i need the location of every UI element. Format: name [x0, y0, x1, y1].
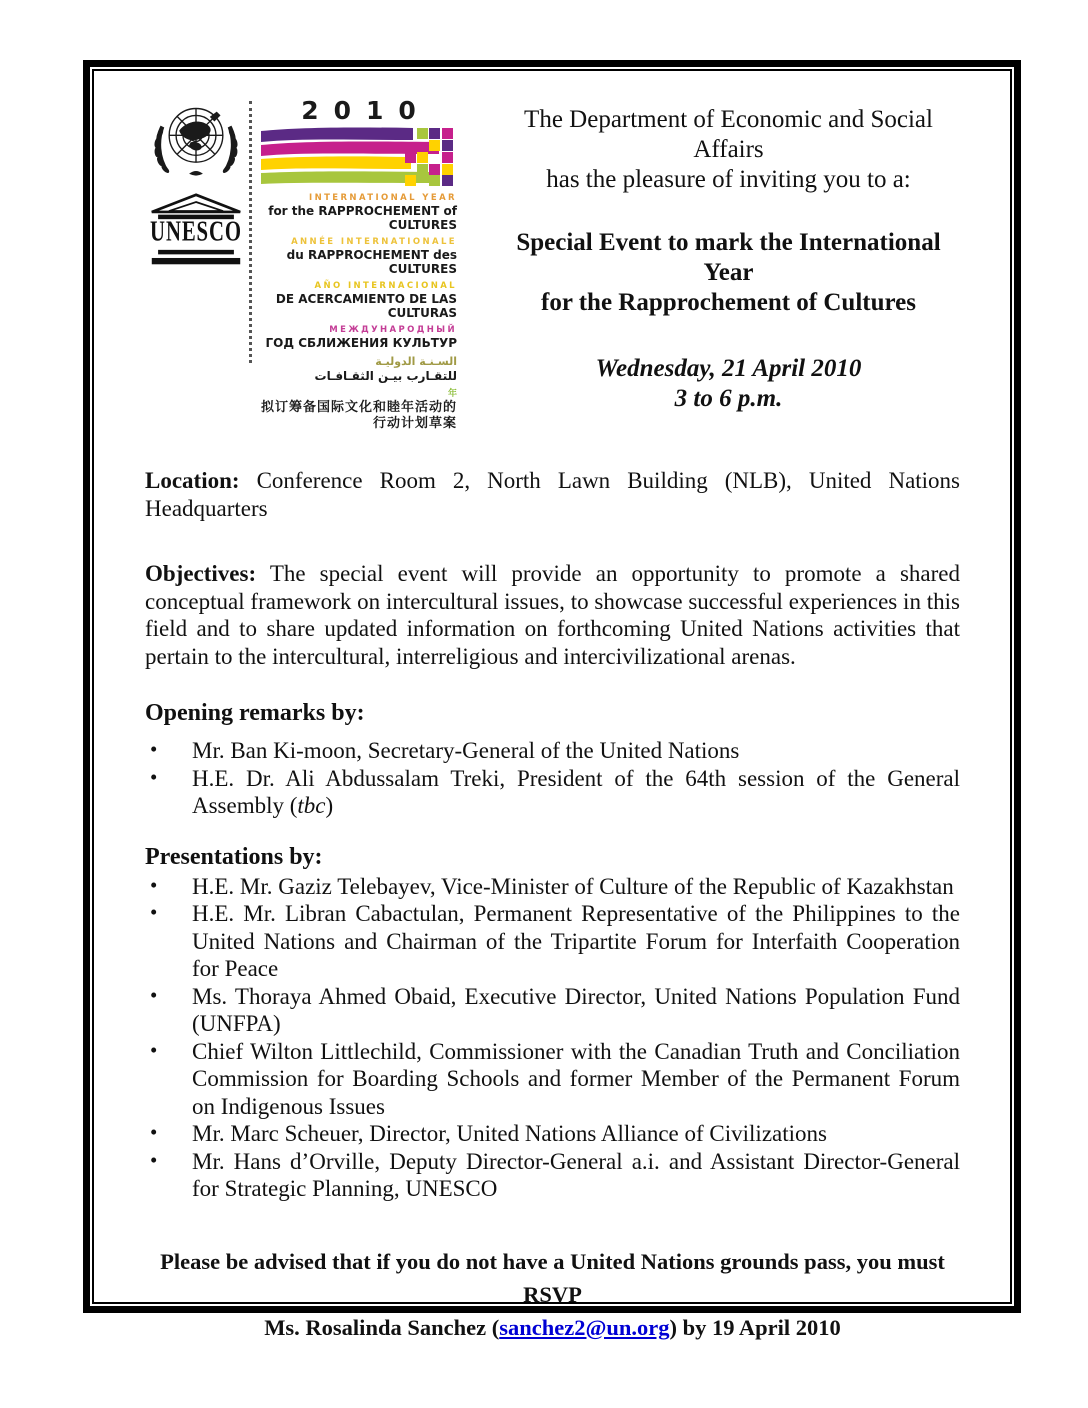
un-emblem-icon [150, 103, 242, 183]
list-item [145, 1148, 960, 1203]
opening-item-1-text: Mr. Ban Ki-moon, Secretary-General of the United Nations [192, 738, 740, 763]
location-label: Location: [145, 468, 240, 493]
opening-item-2-text: H.E. Dr. Ali Abdussalam Treki, President of the 64th session of the General Assembly ( [192, 765, 960, 818]
bullet-icon: • [150, 1120, 158, 1144]
lang-line-es [261, 281, 457, 320]
event-title-line-1: Special Event to mark the International Year [516, 229, 941, 286]
presentation-item-4-text: Chief Wilton Littlechild, Commissioner with the Canadian Truth and Conciliation Commission for Boarding Schools and former Member of the Permanent Forum on Indigenous Issues [192, 1038, 960, 1119]
objectives-paragraph [145, 560, 960, 670]
lang-fr-bold: du RAPPROCHEMENT des CULTURES [286, 248, 457, 276]
presentations-heading: Presentations by: [145, 843, 323, 870]
bullet-icon: • [150, 982, 158, 1007]
bullet-icon: • [150, 737, 158, 761]
lang-line-zh [261, 389, 457, 432]
lang-line-ru [261, 325, 457, 350]
bullet-icon: • [150, 1147, 158, 1172]
location-paragraph [145, 467, 960, 522]
rsvp-line-1: Please be advised that if you do not have a United Nations grounds pass, you must RSVP [160, 1248, 945, 1307]
list-item [145, 873, 960, 901]
lang-en-small: INTERNATIONAL YEAR [309, 193, 457, 203]
presentation-item-6-text: Mr. Hans d’Orville, Deputy Director-General a.i. and Assistant Director-General for Strategic Planning, UNESCO [192, 1148, 960, 1201]
page-border-frame [83, 60, 1021, 1340]
lang-es-bold: DE ACERCAMIENTO DE LAS CULTURAS [275, 292, 457, 320]
bullet-icon: • [150, 872, 158, 897]
rsvp-note [145, 1245, 960, 1344]
intro-line-1: The Department of Economic and Social Affairs [524, 106, 933, 163]
presentation-item-1-text: H.E. Mr. Gaziz Telebayev, Vice-Minister of Culture of the Republic of Kazakhstan [192, 873, 954, 899]
rsvp-line-2 [145, 1311, 960, 1344]
lang-line-fr [261, 237, 457, 276]
page-content [94, 71, 1010, 1340]
opening-item-2-italic: tbc [297, 793, 326, 818]
presentation-item-2-text: H.E. Mr. Libran Cabactulan, Permanent Representative of the Philippines to the United Nations and Chairman of the Tripartite Forum for Interfaith Cooperation for Peace [192, 901, 960, 981]
event-title-line-2: for the Rapprochement of Cultures [541, 289, 916, 316]
dotted-divider [249, 101, 252, 363]
lang-ru-bold: ГОД СБЛИЖЕНИЯ КУЛЬТУР [265, 336, 457, 350]
lang-ar-small: السـنـة الدوليـة [375, 355, 457, 368]
bullet-icon: • [150, 1037, 158, 1062]
lang-es-small: AÑO INTERNACIONAL [314, 281, 457, 291]
invitation-header [497, 97, 960, 414]
objectives-text: The special event will provide an opportunity to promote a shared conceptual framework on intercultural issues, to showcase successful experiences in this field and to share updated information on forthcoming United Nations activities that pertain to the intercultural, interreligious and intercivilizational arenas. [145, 561, 960, 669]
event-date: Wednesday, 21 April 2010 [595, 355, 862, 382]
event-time: 3 to 6 p.m. [674, 385, 783, 412]
opening-remarks-heading: Opening remarks by: [145, 700, 365, 726]
list-item [145, 765, 960, 820]
list-item [145, 737, 960, 765]
list-item [145, 900, 960, 983]
lang-en-bold: for the RAPPROCHEMENT of CULTURES [268, 204, 457, 232]
presentation-item-3-text: Ms. Thoraya Ahmed Obaid, Executive Director, United Nations Population Fund (UNFPA) [192, 983, 960, 1036]
lang-fr-small: ANNÉE INTERNATIONALE [291, 237, 457, 247]
iyrc-language-lines [261, 193, 457, 432]
iyrc-2010-logo [261, 97, 457, 437]
org-logos-column [145, 97, 247, 437]
invitation-intro [497, 105, 960, 195]
bullet-icon: • [150, 764, 158, 789]
presentation-item-5-text: Mr. Marc Scheuer, Director, United Nations Alliance of Civilizations [192, 1121, 827, 1146]
lang-zh-small: 年 [447, 389, 457, 399]
rsvp-contact-prefix: Ms. Rosalinda Sanchez ( [264, 1314, 500, 1340]
opening-remarks-list [145, 737, 960, 820]
rsvp-contact-suffix: ) by 19 April 2010 [669, 1314, 841, 1340]
location-text: Conference Room 2, North Lawn Building (NLB), United Nations Headquarters [145, 468, 961, 521]
unesco-label: UNESCO [150, 216, 242, 248]
lang-zh-bold: 拟订筹备国际文化和睦年活动的行动计划草案 [261, 400, 458, 431]
lang-ar-bold: للتقـارب بيـن الثقـافـات [314, 369, 457, 383]
unesco-logo-icon [146, 193, 246, 267]
list-item [145, 1038, 960, 1121]
lang-line-en [261, 193, 457, 232]
lang-ru-small: МЕЖДУНАРОДНЫЙ [329, 325, 457, 335]
rsvp-email-link[interactable]: sanchez2@un.org [499, 1314, 670, 1340]
event-datetime [497, 354, 960, 414]
iyrc-year: 2010 [301, 96, 431, 125]
lang-line-ar [261, 355, 457, 384]
header-row [145, 97, 960, 437]
event-title [497, 228, 960, 318]
iyrc-ribbons-graphic [261, 127, 457, 187]
page-border-inner [92, 69, 1012, 1340]
opening-item-2-post: ) [325, 793, 334, 818]
iyrc-logo-block [145, 97, 497, 437]
objectives-label: Objectives: [145, 561, 257, 586]
bullet-icon: • [150, 900, 158, 924]
list-item [145, 1120, 960, 1148]
intro-line-2: has the pleasure of inviting you to a: [546, 166, 911, 193]
presentations-list [145, 873, 960, 1203]
list-item [145, 983, 960, 1038]
